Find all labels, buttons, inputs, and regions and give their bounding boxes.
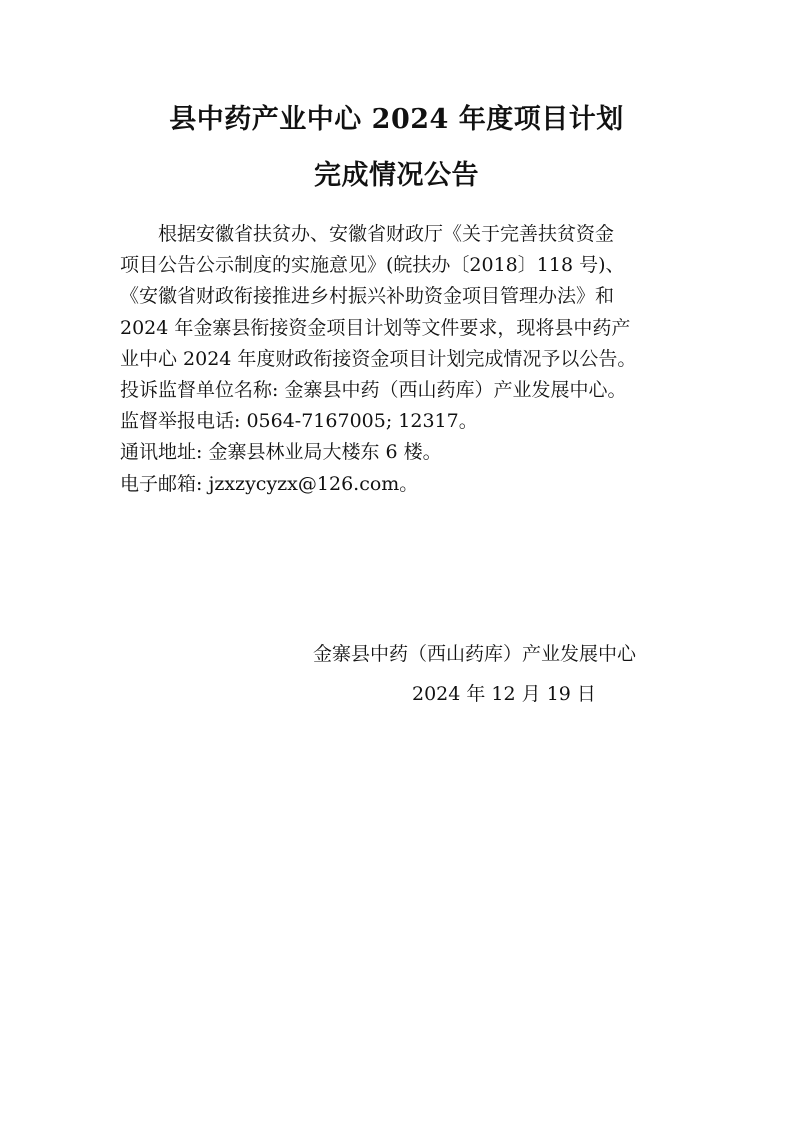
body-line: 2024 年金寨县衔接资金项目计划等文件要求，现将县中药产 bbox=[120, 316, 631, 339]
body-line: 根据安徽省扶贫办、安徽省财政厅《关于完善扶贫资金 bbox=[120, 223, 615, 245]
document-title-line-2: 完成情况公告 bbox=[314, 160, 479, 191]
hotline-line: 监督举报电话: 0564-7167005; 12317。 bbox=[120, 410, 478, 433]
body-line: 业中心 2024 年度财政衔接资金项目计划完成情况予以公告。 bbox=[120, 347, 637, 370]
document-title-line-1: 县中药产业中心 2024 年度项目计划 bbox=[169, 104, 624, 135]
signature-date: 2024 年 12 月 19 日 bbox=[412, 683, 596, 705]
address-line: 通讯地址: 金寨县林业局大楼东 6 楼。 bbox=[120, 441, 442, 464]
body-line: 项目公告公示制度的实施意见》(皖扶办〔2018〕118 号)、 bbox=[120, 254, 625, 277]
complaint-unit-line: 投诉监督单位名称: 金寨县中药（西山药库）产业发展中心。 bbox=[120, 378, 627, 401]
body-line: 《安徽省财政衔接推进乡村振兴补助资金项目管理办法》和 bbox=[120, 285, 615, 308]
signature-organization: 金寨县中药（西山药库）产业发展中心 bbox=[313, 643, 637, 665]
email-line: 电子邮箱: jzxzycyzx@126.com。 bbox=[120, 472, 419, 495]
document-body bbox=[120, 219, 680, 500]
